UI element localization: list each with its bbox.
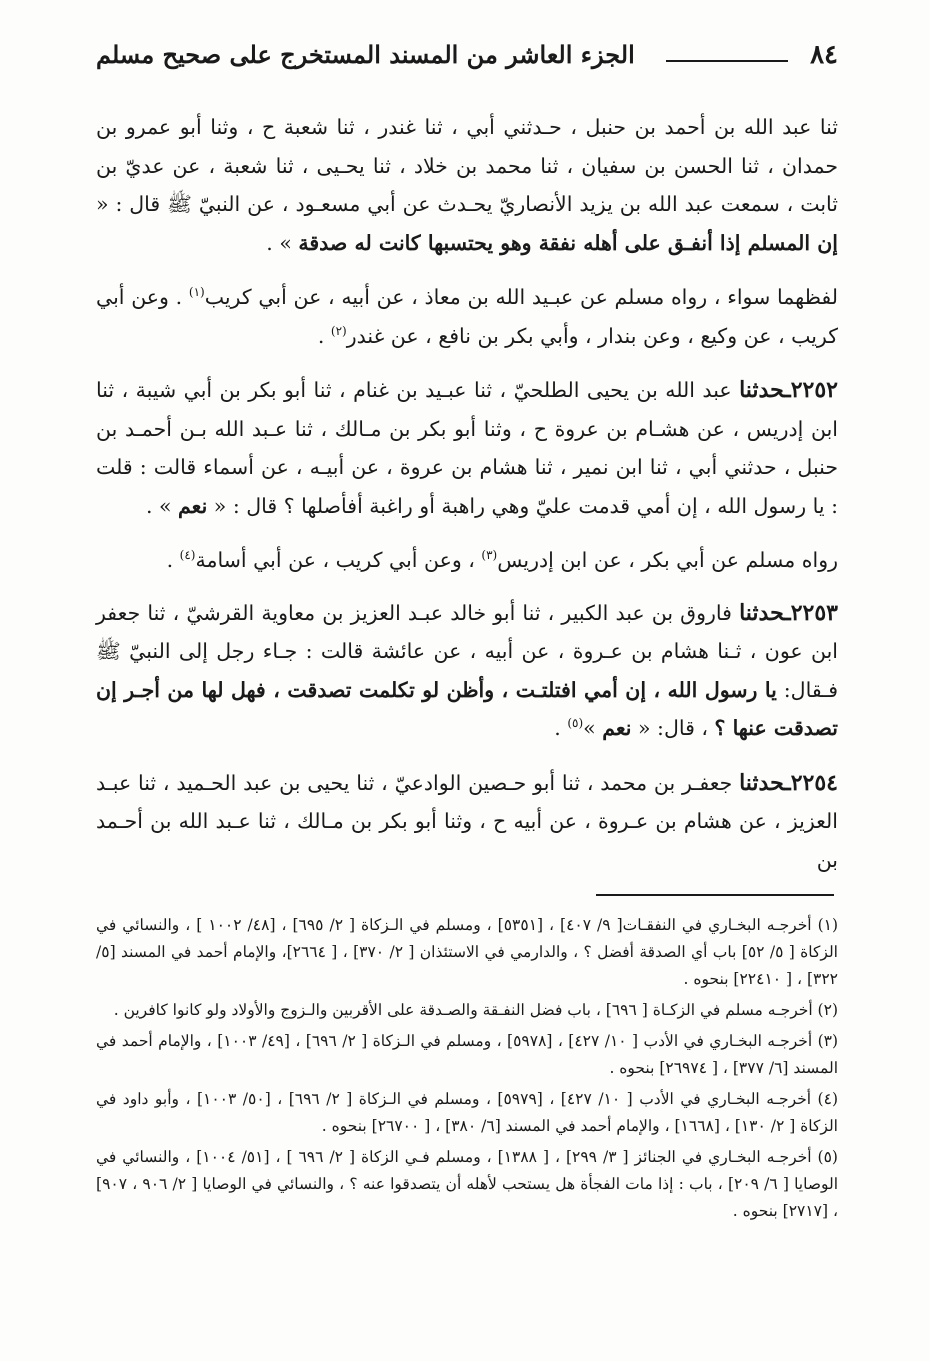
page-number: ٨٤ [810, 40, 838, 70]
hadith-matn: نعم [178, 493, 208, 518]
hadith-number: ٢٢٥٢ [790, 377, 838, 403]
footnote-5: (٥) أخرجـه البخـاري في الجنائز [ ٣/ ٢٩٩] ، [ ١٣٨٨] ، ومسلم فـي الزكاة [ ٢/ ٦٩٦ ] ، [٥١/ ١٠٠٤] ، والنسائي في الوصايا [ ٦/ ٢٠٩] ، باب : إذا مات الفجأة هل يستحب لأهله أن يتصدقوا عنه ؟ ، والنسائي في الوصايا [ ٢/ ٩٠٦ ، ٩٠٧] ، [٢٧١٧] بنحوه . [96, 1148, 839, 1220]
haddathana-word: ـحدثنا [739, 377, 791, 403]
hadith-matn-answer: نعم [602, 716, 632, 740]
paragraph-text: فاروق بن عبد الكبير ، ثنا أبو خالد عبـد العزيز بن معاوية القرشيّ ، ثنا جعفر ابن عون ، ثـنا هشام بن عـروة ، عن أبيه ، عن عائشة قالت : جـاء رجل إلى النبيّ ﷺ فـقال: [96, 600, 838, 702]
hadith-matn: يا رسول الله ، إن أمي افتلتـت ، وأظن لو تكلمت تصدقت ، فهل لها من أجـر إن تصدقت عنها ؟ [96, 677, 838, 740]
footnote-1: (١) أخرجـه البخـاري في النفقـات[ ٩/ ٤٠٧] ، [٥٣٥١] ، ومسلم في الـزكاة [ ٢/ ٦٩٥] ، [٤٨/ ١٠٠٢ ] ، والنسائي في الزكاة [ ٥/ ٥٢] باب أي الصدقة أفضل ؟ ، والدارمي في الاستئذان [ ٢/ ٣٧٠] ، [ ٢٦٦٤]، والإمام أحمد في المسند [٥/ ٣٢٢] ، [ ٢٢٤١٠] بنحوه . [96, 916, 839, 988]
paragraph-text-2: ، وعن أبي كريب ، عن أبي أسامة [195, 548, 482, 572]
haddathana-word: ـحدثنا [739, 599, 791, 626]
paragraph-takhrij [96, 541, 838, 580]
paragraph-tail: » . [145, 493, 179, 518]
paragraph-text: جعفـر بن محمد ، ثنا أبو حـصين الوادعيّ ، ثنا يحيى بن عبد الحـميد ، ثنا عبـد العزيز ، عن هشام بن عـروة ، عن أبيه ح ، وثنا أبو بكر بن مـالك ، ثنا عـبد الله بن أحـمد بن [96, 770, 838, 872]
paragraph-text: لفظهما سواء ، رواه مسلم عن عبـيد الله بن معاذ ، عن أبيه ، عن أبي كريب [204, 285, 838, 309]
footnote-ref[interactable]: (٣) [481, 548, 498, 563]
footnote-ref[interactable]: (٤) [179, 548, 196, 563]
footnote-ref[interactable]: (٢) [330, 323, 347, 338]
footnote-3: (٣) أخرجـه البخـاري في الأدب [ ١٠/ ٤٢٧] ، [٥٩٧٨] ، ومسلم في الـزكاة [ ٢/ ٦٩٦] ، [٤٩/ ١٠٠٣] ، والإمام أحمد في المسند [٦/ ٣٧٧] ، [ ٢٦٩٧٤] بنحوه . [96, 1032, 839, 1077]
paragraph-isnad [96, 108, 838, 262]
hadith-number: ٢٢٥٣ [790, 599, 838, 626]
footnote-ref[interactable]: (١) [188, 285, 205, 300]
hadith-matn: إن المسلم إذا أنفـق على أهله نفقة وهو يحتسبها كانت له صدقة [298, 230, 838, 255]
running-header [96, 40, 838, 84]
footnote-separator [596, 894, 834, 896]
paragraph-text: عبد الله بن يحيى الطلحيّ ، ثنا عبـيد بن غنام ، ثنا أبو بكر بن أبي شيبة ، ثنا ابن إدريس ، عن هشـام بن عروة ح ، وثنا أبو بكر بن مـالك ، ثنا عـبد الله بـن أحمـد بن حنبل ، حدثني أبي ، ثنا ابن نمير ، ثنا هشام بن عروة ، عن أبيـه ، عن أسماء قالت : قلت : يا رسول الله ، إن أمي قدمت عليّ وهي راهبة أو راغبة أفأصلها ؟ قال : « [96, 378, 838, 518]
paragraph-text-2: ، قال: « [631, 716, 715, 740]
paragraph-text: ثنا عبد الله بن أحمد بن حنبل ، حـدثني أبي ، ثنا غندر ، ثنا شعبة ح ، وثنا أبو عمرو بن حمدان ، ثنا الحسن بن سفيان ، ثنا محمد بن خلاد ، ثنا يحـيى ، ثنا شعبة ، عن عديّ بن ثابت ، سمعت عبد الله بن يزيد الأنصاريّ يحـدث عن أبي مسعـود ، عن النبيّ ﷺ قال : « [96, 115, 838, 216]
hadith-2254 [96, 764, 838, 880]
footnotes [96, 912, 838, 1229]
footnote-2: (٢) أخرجـه مسلم في الزكـاة [ ٦٩٦] ، باب فضل النفـقة والصـدقة على الأقربين والـزوج والأولاد ولو كانوا كافرين . [113, 1001, 838, 1019]
hadith-number: ٢٢٥٤ [790, 769, 838, 796]
hadith-2252 [96, 371, 838, 525]
paragraph-end: . [554, 716, 568, 740]
paragraph-tail: . [166, 548, 180, 572]
hadith-2253 [96, 594, 838, 748]
header-title: الجزء العاشر من المسند المستخرج على صحيح مسلم [96, 40, 635, 69]
haddathana-word: ـحدثنا [739, 769, 791, 796]
paragraph-text-2: . وعن أبي كريب ، عن وكيع ، وعن بندار ، وأبي بكر بن نافع ، عن غندر [96, 285, 838, 348]
footnote-4: (٤) أخرجـه البخـاري في الأدب [ ١٠/ ٤٢٧] ، [٥٩٧٩] ، ومسلم في الـزكاة [ ٢/ ٦٩٦] ، [٥٠/ ١٠٠٣] ، وأبو داود في الزكاة [ ٢/ ١٣٠] ، [١٦٦٨] ، والإمام أحمد في المسند [٦/ ٣٨٠] ، [ ٢٦٧٠٠] بنحوه . [96, 1090, 838, 1135]
paragraph-takhrij [96, 278, 838, 355]
header-rule [666, 60, 788, 62]
paragraph-text: رواه مسلم عن أبي بكر ، عن ابن إدريس [497, 548, 838, 572]
main-text [96, 108, 838, 895]
paragraph-tail: » . [266, 230, 299, 255]
footnote-ref[interactable]: (٥) [567, 716, 584, 731]
paragraph-tail: . [317, 323, 331, 348]
paragraph-tail: » [583, 716, 603, 740]
